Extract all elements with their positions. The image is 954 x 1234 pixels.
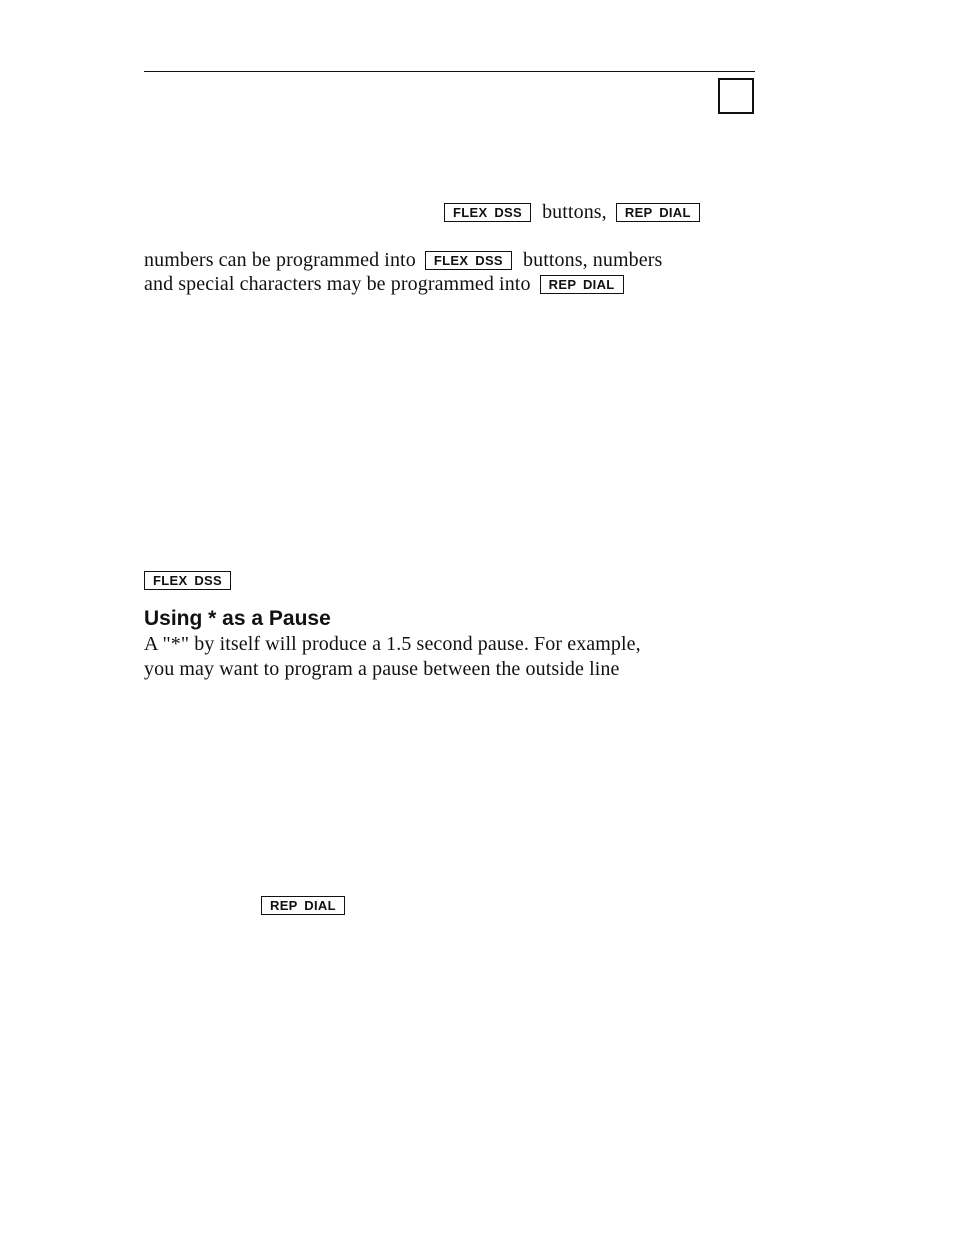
paragraph-line-1: A "*" by itself will produce a 1.5 second pause. For example, (144, 633, 641, 655)
text-line-3 (144, 272, 624, 296)
text-line-2 (144, 248, 662, 272)
top-rule (144, 71, 755, 72)
flex-dss-key-label: FLEX DSS (425, 251, 512, 270)
flex-dss-key-label: FLEX DSS (444, 203, 531, 222)
paragraph-line-2: you may want to program a pause between the outside line (144, 658, 620, 680)
section-heading: Using * as a Pause (144, 607, 331, 630)
text-fragment: numbers can be programmed into (144, 249, 416, 271)
text-line-1 (444, 200, 700, 224)
text-fragment: and special characters may be programmed into (144, 273, 531, 295)
chapter-tab-box (718, 78, 754, 114)
text-fragment: buttons, (542, 201, 607, 223)
text-fragment: buttons, numbers (523, 249, 663, 271)
flex-dss-key-label: FLEX DSS (144, 571, 231, 590)
rep-dial-key-label: REP DIAL (261, 896, 345, 915)
rep-dial-key-label: REP DIAL (616, 203, 700, 222)
rep-dial-key-label: REP DIAL (540, 275, 624, 294)
